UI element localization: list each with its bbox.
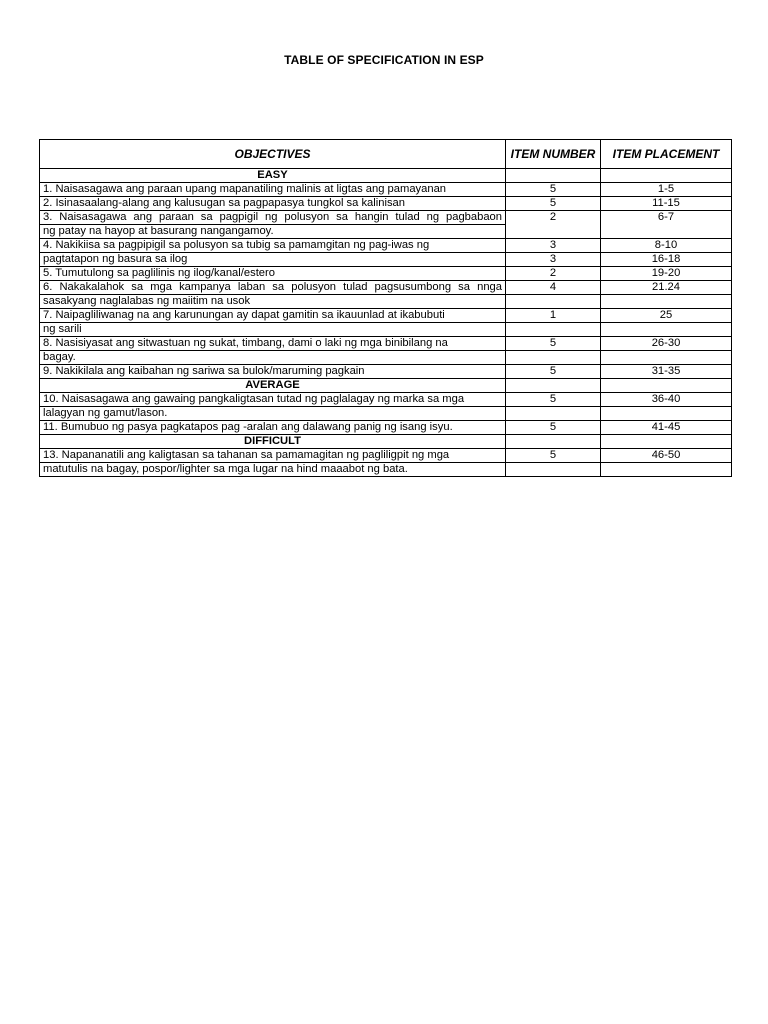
header-item-placement: ITEM PLACEMENT [601,140,732,169]
item-number-cell: 5 [506,365,601,379]
objective-cell: 9. Nakikilala ang kaibahan ng sariwa sa bulok/maruming pagkain [40,365,506,379]
item-placement-cell: 25 [601,309,732,323]
table-row [40,365,732,379]
empty-cell [506,379,601,393]
objective-cell: 2. Isinasaalang-alang ang kalusugan sa pagpapasya tungkol sa kalinisan [40,197,506,211]
table-row [40,309,732,323]
objective-cell: 3. Naisasagawa ang paraan sa pagpigil ng polusyon sa hangin tulad ng pagbabaon [40,211,506,225]
item-number-cell: 5 [506,393,601,407]
table-row [40,267,732,281]
table-row [40,337,732,351]
specification-table [39,139,732,477]
item-number-cell [506,407,601,421]
empty-cell [506,169,601,183]
header-objectives: OBJECTIVES [40,140,506,169]
item-number-cell: 2 [506,211,601,239]
item-number-cell [506,295,601,309]
section-row [40,379,732,393]
item-number-cell: 5 [506,421,601,435]
item-placement-cell [601,463,732,477]
item-placement-cell: 8-10 [601,239,732,253]
section-row [40,435,732,449]
item-placement-cell: 6-7 [601,211,732,239]
continuation-row [40,407,732,421]
item-number-cell: 1 [506,309,601,323]
empty-cell [601,379,732,393]
continuation-row [40,351,732,365]
page-title: TABLE OF SPECIFICATION IN ESP [284,53,484,67]
objective-cell: 5. Tumutulong sa paglilinis ng ilog/kanal/estero [40,267,506,281]
item-number-cell: 4 [506,281,601,295]
table-row [40,197,732,211]
item-number-cell: 5 [506,183,601,197]
table-row [40,421,732,435]
objective-cell: ng sarili [40,323,506,337]
header-item-number: ITEM NUMBER [506,140,601,169]
item-number-cell [506,463,601,477]
objective-cell: sasakyang naglalabas ng maiitim na usok [40,295,506,309]
table-row [40,211,732,225]
item-number-cell [506,323,601,337]
empty-cell [601,169,732,183]
objective-cell: 11. Bumubuo ng pasya pagkatapos pag -aralan ang dalawang panig ng isang isyu. [40,421,506,435]
item-number-cell: 5 [506,449,601,463]
item-placement-cell: 16-18 [601,253,732,267]
item-placement-cell [601,323,732,337]
empty-cell [506,435,601,449]
objective-cell: matutulis na bagay, pospor/lighter sa mga lugar na hind maaabot ng bata. [40,463,506,477]
item-number-cell: 3 [506,253,601,267]
table-row [40,393,732,407]
objective-cell: 7. Naipagliliwanag na ang karunungan ay dapat gamitin sa ikauunlad at ikabubuti [40,309,506,323]
objective-cell: 1. Naisasagawa ang paraan upang mapanatiling malinis at ligtas ang pamayanan [40,183,506,197]
section-label: EASY [40,169,506,183]
item-placement-cell: 21.24 [601,281,732,295]
item-placement-cell: 11-15 [601,197,732,211]
item-placement-cell: 26-30 [601,337,732,351]
item-placement-cell: 41-45 [601,421,732,435]
objective-cell: lalagyan ng gamut/lason. [40,407,506,421]
item-placement-cell: 36-40 [601,393,732,407]
table-row [40,449,732,463]
section-row [40,169,732,183]
objective-cell: bagay. [40,351,506,365]
table-row [40,239,732,253]
item-number-cell: 5 [506,337,601,351]
objective-cell: 6. Nakakalahok sa mga kampanya laban sa polusyon tulad pagsusumbong sa nnga [40,281,506,295]
table-row [40,281,732,295]
section-label: DIFFICULT [40,435,506,449]
item-placement-cell [601,351,732,365]
objective-cell: 10. Naisasagawa ang gawaing pangkaligtasan tutad ng paglalagay ng marka sa mga [40,393,506,407]
objective-cell: ng patay na hayop at basurang nangangamoy. [40,225,506,239]
continuation-row [40,295,732,309]
item-number-cell: 2 [506,267,601,281]
header-row [40,140,732,169]
objective-cell: 8. Nasisiyasat ang sitwastuan ng sukat, timbang, dami o laki ng mga binibilang na [40,337,506,351]
item-placement-cell: 46-50 [601,449,732,463]
continuation-row [40,323,732,337]
item-placement-cell [601,407,732,421]
objective-cell: 13. Napananatili ang kaligtasan sa tahanan sa pamamagitan ng pagliligpit ng mga [40,449,506,463]
table-row [40,183,732,197]
item-placement-cell: 31-35 [601,365,732,379]
empty-cell [601,435,732,449]
objective-cell: 4. Nakikiisa sa pagpipigil sa polusyon sa tubig sa pamamgitan ng pag-iwas ng [40,239,506,253]
item-number-cell: 5 [506,197,601,211]
item-placement-cell [601,295,732,309]
item-placement-cell: 1-5 [601,183,732,197]
table-row [40,253,732,267]
item-placement-cell: 19-20 [601,267,732,281]
item-number-cell [506,351,601,365]
section-label: AVERAGE [40,379,506,393]
continuation-row [40,463,732,477]
objective-cell: pagtatapon ng basura sa ilog [40,253,506,267]
table-body [40,169,732,477]
item-number-cell: 3 [506,239,601,253]
